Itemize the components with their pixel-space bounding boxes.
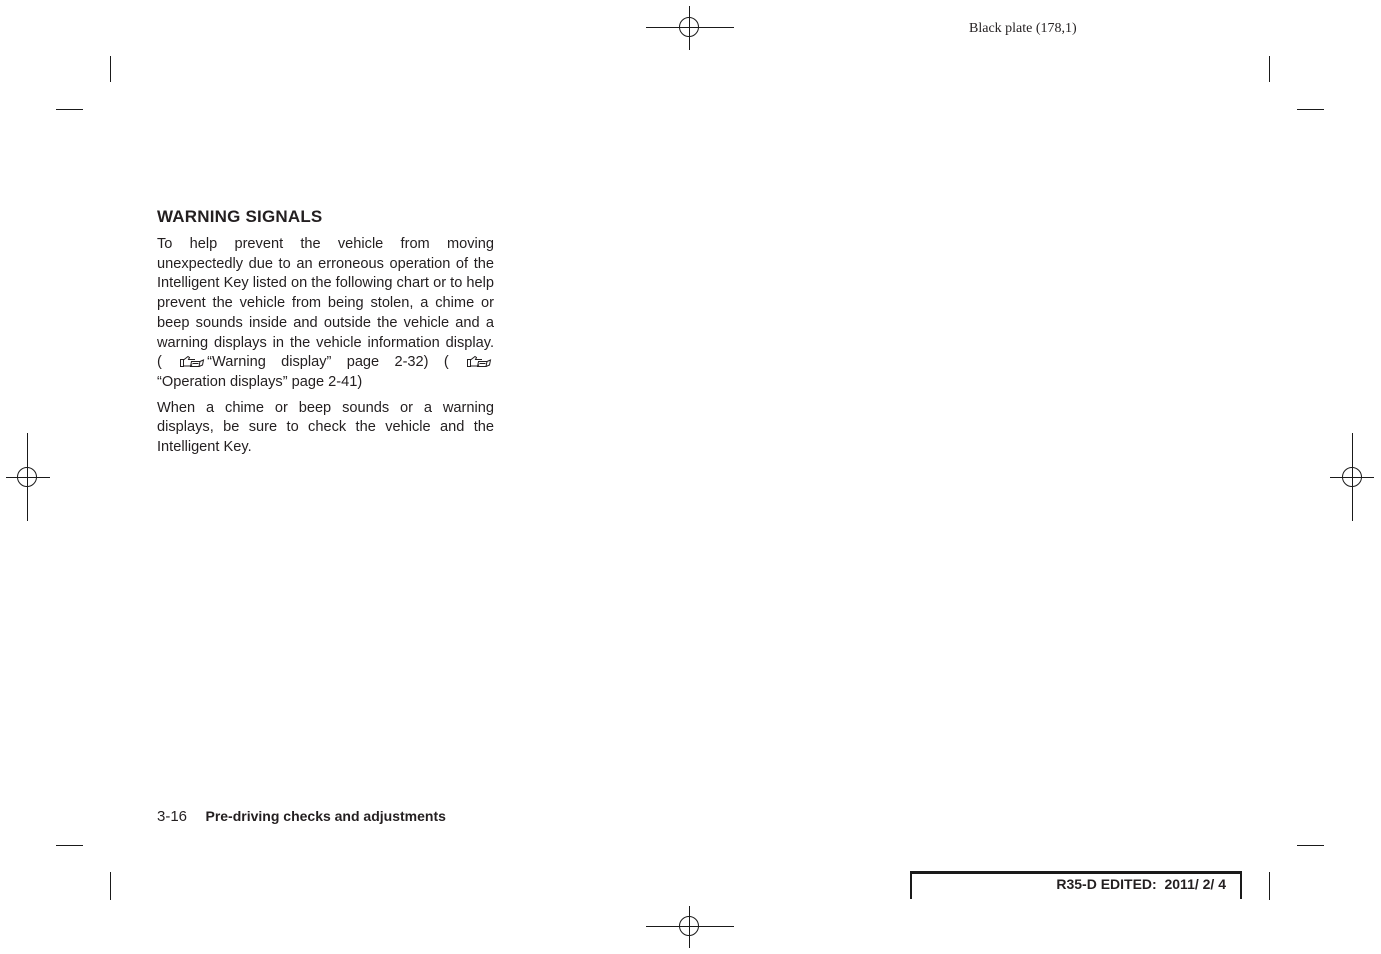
crop-mark-top-right-v	[1269, 56, 1270, 82]
edited-stamp-label: R35-D EDITED: 2011/ 2/ 4	[1056, 876, 1226, 892]
pointing-hand-book-icon	[466, 354, 492, 368]
registration-target-bottom-icon	[679, 916, 699, 936]
crop-mark-bottom-left-v	[110, 872, 111, 900]
reference-operation-displays-title[interactable]: “Operation displays”	[157, 373, 288, 390]
body-column	[157, 235, 494, 464]
page-footer	[157, 808, 446, 826]
registration-target-right-icon	[1342, 467, 1362, 487]
page-number: 3-16	[157, 808, 188, 825]
registration-target-left-icon	[17, 467, 37, 487]
reference-warning-display-page: page 2-32)	[346, 354, 429, 371]
reference-open-paren: (	[443, 354, 449, 371]
section-title: WARNING SIGNALS	[157, 207, 323, 226]
crop-mark-top-right-h	[1297, 109, 1324, 110]
registration-target-top-icon	[679, 17, 699, 37]
crop-mark-top-left-v	[110, 56, 111, 82]
chapter-title: Pre-driving checks and adjustments	[205, 808, 446, 824]
reference-operation-displays-page: page 2-41)	[291, 373, 363, 390]
crop-mark-bottom-right-h	[1297, 845, 1324, 846]
crop-mark-top-left-h	[56, 109, 83, 110]
pointing-hand-book-icon	[179, 354, 205, 368]
reference-warning-display-title[interactable]: “Warning display”	[207, 354, 332, 371]
paragraph-intro-text: To help prevent the vehicle from moving unexpectedly due to an erroneous operation of the Intelligent Key listed on the following chart or to help prevent the vehicle from being stolen, a chime or beep sounds inside and outside the vehicle and a warning displays in the vehicle information display. (	[157, 236, 494, 371]
paragraph-check-vehicle: When a chime or beep sounds or a warning displays, be sure to check the vehicle and the Intelligent Key.	[157, 399, 494, 456]
paragraph-warning-intro	[157, 235, 494, 393]
crop-mark-bottom-left-h	[56, 845, 83, 846]
plate-label: Black plate (178,1)	[969, 21, 1077, 36]
crop-mark-bottom-right-v	[1269, 872, 1270, 900]
edited-stamp-box	[910, 871, 1242, 899]
